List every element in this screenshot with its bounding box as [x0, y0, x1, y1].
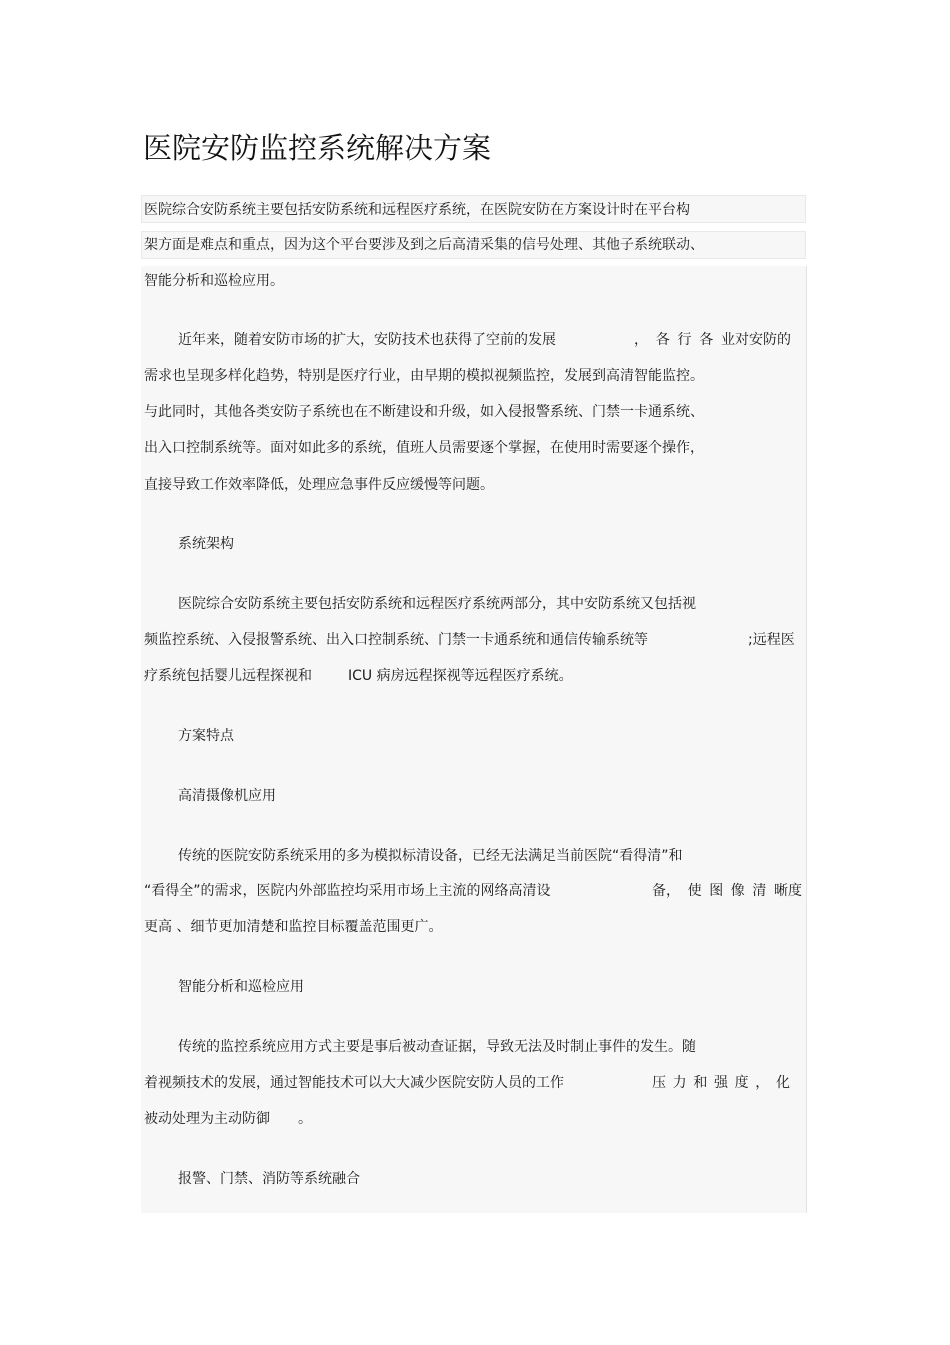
intro-line: 架方面是难点和重点，因为这个平台要涉及到之后高清采集的信号处理、其他子系统联动、	[144, 237, 704, 253]
paragraph-line: 传统的监控系统应用方式主要是事后被动查证据，导致无法及时制止事件的发生。随	[178, 1039, 696, 1055]
paragraph-line: 近年来，随着安防市场的扩大，安防技术也获得了空前的发展	[178, 332, 556, 348]
word: 清	[752, 883, 767, 899]
paragraph-line: “看得全”的需求，医院内外部监控均采用市场上主流的网络高清设	[144, 883, 551, 899]
paragraph-line: 与此同时，其他各类安防子系统也在不断建设和升级，如入侵报警系统、门禁一卡通系统、	[144, 404, 704, 420]
section-heading: 系统架构	[178, 536, 234, 552]
paragraph-line: 出入口控制系统等。面对如此多的系统，值班人员需要逐个掌握，在使用时需要逐个操作，	[144, 440, 704, 456]
paragraph-line: 被动处理为主动防御	[144, 1111, 270, 1127]
word: 和	[693, 1075, 708, 1091]
word: 晰度	[773, 883, 802, 899]
paragraph-line: 传统的医院安防系统采用的多为模拟标清设备，已经无法满足当前医院“看得清”和	[178, 848, 683, 864]
paragraph-line: 直接导致工作效率降低，处理应急事件反应缓慢等问题。	[144, 477, 494, 493]
section-heading: 方案特点	[178, 728, 234, 744]
word: ，	[755, 1075, 770, 1091]
section-subheading: 报警、门禁、消防等系统融合	[178, 1171, 360, 1187]
word: 行	[677, 332, 692, 348]
paragraph-line-justified	[652, 1074, 790, 1092]
word: ，	[634, 332, 648, 348]
paragraph-line: 着视频技术的发展，通过智能技术可以大大减少医院安防人员的工作	[144, 1075, 564, 1091]
word: 备，	[652, 883, 680, 899]
intro-line: 医院综合安防系统主要包括安防系统和远程医疗系统，在医院安防在方案设计时在平台构	[144, 202, 690, 218]
section-subheading: 智能分析和巡检应用	[178, 979, 304, 995]
word: 压	[652, 1075, 666, 1091]
paragraph-line: ICU 病房远程探视等远程医疗系统。	[348, 668, 573, 684]
paragraph-line-justified	[652, 882, 802, 900]
word: 强	[713, 1075, 728, 1091]
paragraph-line: 需求也呈现多样化趋势，特别是医疗行业，由早期的模拟视频监控，发展到高清智能监控。	[144, 368, 704, 384]
word: 力	[672, 1075, 687, 1091]
word: 度	[734, 1075, 749, 1091]
paragraph-line: 医院综合安防系统主要包括安防系统和远程医疗系统两部分，其中安防系统又包括视	[178, 596, 696, 612]
word: 业对安防的	[721, 332, 791, 348]
intro-line: 智能分析和巡检应用。	[144, 273, 284, 289]
word: 使	[687, 883, 702, 899]
word: 化	[775, 1075, 790, 1091]
page-title: 医院安防监控系统解决方案	[143, 131, 492, 165]
paragraph-line: 。	[298, 1111, 312, 1127]
paragraph-line: 频监控系统、入侵报警系统、出入口控制系统、门禁一卡通系统和通信传输系统等	[144, 632, 648, 648]
paragraph-line-justified	[634, 331, 791, 349]
word: 各	[655, 332, 670, 348]
paragraph-line: 更高 、细节更加清楚和监控目标覆盖范围更广。	[144, 919, 443, 935]
word: 像	[730, 883, 745, 899]
paragraph-line: 疗系统包括婴儿远程探视和	[144, 668, 312, 684]
word: 各	[699, 332, 714, 348]
section-subheading: 高清摄像机应用	[178, 788, 276, 804]
paragraph-line: ;远程医	[748, 632, 795, 648]
word: 图	[709, 883, 724, 899]
